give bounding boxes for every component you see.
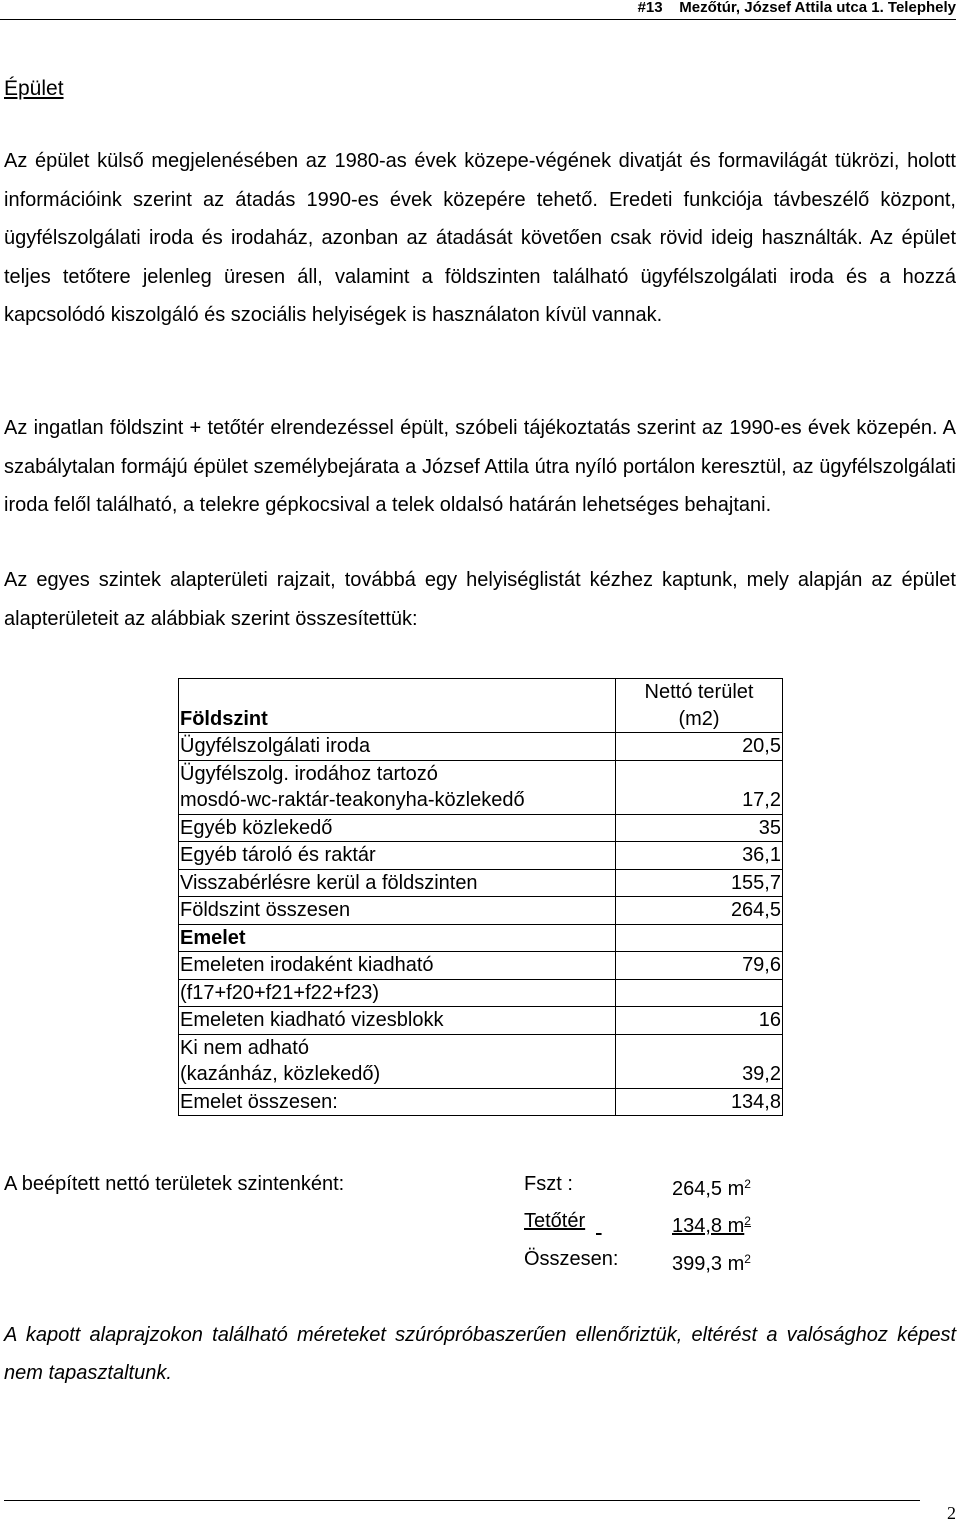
section-title: Épület — [4, 77, 64, 100]
row-label — [179, 1034, 616, 1088]
closing-note: A kapott alaprajzokon található méreteket szúrópróbaszerűen ellenőriztük, eltérést a valósághoz képest nem tapasztaltunk. — [4, 1324, 956, 1384]
table-row — [179, 979, 783, 1007]
summary-name-total: Összesen: — [524, 1248, 619, 1270]
row-value: 264,5 — [616, 897, 783, 925]
paragraph-3: Az egyes szintek alapterületi rajzait, továbbá egy helyiséglistát kézhez kaptunk, mely alapján az épület alapterületeit az alábbiak szerint összesítettük: — [4, 569, 956, 630]
summary-value-total — [672, 1247, 751, 1276]
summary-unit-sup: 2 — [744, 1177, 751, 1191]
summary-value-text: 264,5 m — [672, 1178, 745, 1200]
table-row — [179, 897, 783, 925]
table-row — [179, 869, 783, 897]
row-label — [179, 760, 616, 814]
table-row — [179, 1007, 783, 1035]
row-label: Emeleten kiadható vizesblokk — [179, 1007, 616, 1035]
row-label: Emeleten irodaként kiadható — [179, 952, 616, 980]
row-label-line1: Ki nem adható — [180, 1036, 309, 1059]
row-value: 20,5 — [616, 733, 783, 761]
summary-label: A beépített nettó területek szintenként: — [4, 1173, 345, 1195]
row-value: 35 — [616, 814, 783, 842]
row-value: 17,2 — [616, 760, 783, 814]
table-header-area — [616, 679, 783, 733]
footer-rule — [4, 1500, 920, 1501]
row-value — [616, 924, 783, 952]
row-value: 16 — [616, 1007, 783, 1035]
row-label-line1: Ügyfélszolg. irodához tartozó — [180, 762, 438, 785]
summary-underline-gap — [596, 1214, 672, 1238]
area-table — [178, 678, 783, 1116]
row-label: Ügyfélszolgálati iroda — [179, 733, 616, 761]
page-number: 2 — [947, 1503, 956, 1523]
running-header — [0, 0, 956, 20]
table-row — [179, 1088, 783, 1116]
table-row — [179, 814, 783, 842]
row-label: Emelet — [179, 924, 616, 952]
row-label-line2: (kazánház, közlekedő) — [180, 1063, 381, 1085]
summary-value-ground — [672, 1172, 751, 1201]
table-row — [179, 733, 783, 761]
row-label: Emelet összesen: — [179, 1088, 616, 1116]
row-label: (f17+f20+f21+f22+f23) — [179, 979, 616, 1007]
paragraph-1: Az épület külső megjelenésében az 1980-as évek közepe-végének divatját és formavilágát tükrözi, holott információink szerint az átadás 1990-es évek közepére tehető. Eredeti funkciója távbeszélő központ, ügyfélszolgálati iroda és irodaház, azonban az átadását követően csak rövid ideig használták. Az épület teljes tetőtere jelenleg üresen áll, valamint a földszinten található ügyfélszolgálati iroda és a hozzá kapcsolódó kiszolgáló és szociális helyiségek is használaton kívül vannak. — [4, 150, 956, 326]
row-value — [616, 979, 783, 1007]
running-header-text: #13 Mezőtúr, József Attila utca 1. Telephely — [637, 0, 956, 16]
table-row — [179, 952, 783, 980]
summary-name-ground: Fszt : — [524, 1173, 573, 1195]
table-header-area-line1: Nettó terület — [644, 681, 754, 703]
table-row — [179, 1034, 783, 1088]
summary-value-text: 134,8 m — [672, 1215, 745, 1237]
table-header-floor: Földszint — [179, 679, 616, 733]
row-label: Visszabérlésre kerül a földszinten — [179, 869, 616, 897]
table-header-row — [179, 679, 783, 733]
table-header-area-line2: (m2) — [678, 707, 720, 730]
row-value: 79,6 — [616, 952, 783, 980]
summary-value-text: 399,3 m — [672, 1253, 745, 1275]
table-row — [179, 842, 783, 870]
summary-unit-sup: 2 — [744, 1252, 751, 1266]
row-label: Földszint összesen — [179, 897, 616, 925]
table-row-section — [179, 924, 783, 952]
row-value: 155,7 — [616, 869, 783, 897]
table-row — [179, 760, 783, 814]
row-value: 36,1 — [616, 842, 783, 870]
summary-unit-sup: 2 — [744, 1214, 751, 1228]
row-label: Egyéb közlekedő — [179, 814, 616, 842]
row-label: Egyéb tároló és raktár — [179, 842, 616, 870]
summary-name-attic: Tetőtér — [524, 1210, 586, 1232]
row-label-line2: mosdó-wc-raktár-teakonyha-közlekedő — [180, 789, 525, 811]
row-value: 39,2 — [616, 1034, 783, 1088]
summary-value-attic — [596, 1209, 764, 1238]
row-value: 134,8 — [616, 1088, 783, 1116]
paragraph-2: Az ingatlan földszint + tetőtér elrendezéssel épült, szóbeli tájékoztatás szerint az 1990-es évek közepén. A szabálytalan formájú épület személybejárata a József Attila útra nyíló portálon keresztül, az ügyfélszolgálati iroda felől található, a telekre gépkocsival a telek oldalsó határán lehetséges behajtani. — [4, 417, 956, 516]
